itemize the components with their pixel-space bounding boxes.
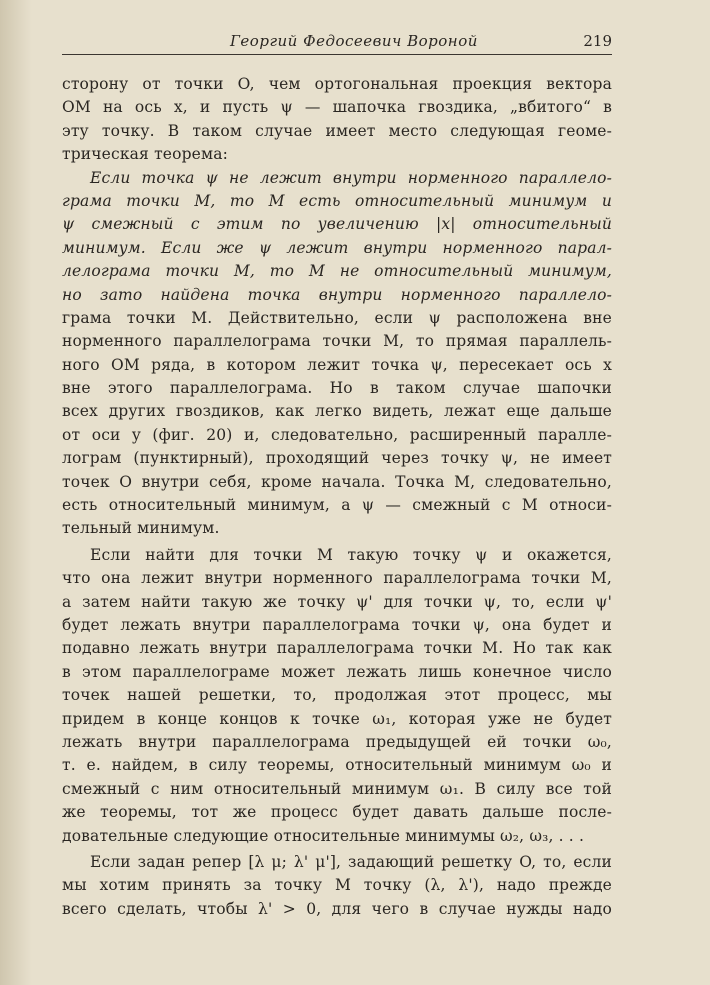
text-line: трическая теорема: [62,145,228,164]
theorem-line: грама точки M, то M есть относительный минимум и [62,191,612,210]
theorem-line: лелограма точки M, то M не относительный минимум, [62,262,612,281]
paragraph-1 [62,73,612,167]
theorem-line: но зато найдена точка внутри норменного параллело- [62,285,612,304]
text-line: всех других гвоздиков, как легко видеть, лежат еще дальше [62,402,612,421]
text-line: же теоремы, тот же процесс будет давать дальше после- [62,803,612,822]
page-header [62,30,612,54]
text-line: ного OM ряда, в котором лежит точка ψ, пересекает ось x [62,355,612,374]
text-line: тельный минимум. [62,519,220,538]
text-line: в этом параллелограме может лежать лишь конечное число [62,662,612,681]
paragraph-3 [62,544,612,848]
paragraph-2-theorem [62,167,612,541]
running-head: Георгий Федосеевич Вороной [230,32,478,50]
text-line: точек O внутри себя, кроме начала. Точка M, следовательно, [62,472,612,491]
text-line: норменного параллелограма точки M, то прямая параллель- [62,332,612,351]
text-line: что она лежит внутри норменного параллелограма точки M, [62,569,612,588]
text-line: будет лежать внутри параллелограма точки ψ, она будет и [62,615,612,634]
text-line: Если найти для точки M такую точку ψ и окажется, [90,545,612,564]
text-line: мы хотим принять за точку M точку (λ, λ'), надо прежде [62,876,612,895]
text-line: есть относительный минимум, а ψ — смежный с M относи- [62,496,612,515]
text-line: а затем найти такую же точку ψ' для точки ψ, то, если ψ' [62,592,612,611]
text-line: смежный с ним относительный минимум ω₁. В силу все той [62,779,612,798]
text-line: вне этого параллелограма. Но в таком случае шапочки [62,379,612,398]
page-number: 219 [583,32,612,50]
text-line: довательные следующие относительные минимумы ω₂, ω₃, . . . [62,826,585,845]
theorem-line: минимум. Если же ψ лежит внутри норменного парал- [62,238,612,257]
text-line: точек нашей решетки, то, продолжая этот процесс, мы [62,686,612,705]
paragraph-4 [62,851,612,921]
theorem-line: ψ смежный с этим по увеличению |x| относительный [62,215,612,234]
header-rule [62,54,612,55]
text-line: лограм (пунктирный), проходящий через точку ψ, не имеет [62,449,612,468]
text-line: OM на ось x, и пусть ψ — шапочка гвоздика, „вбитого“ в [62,98,612,117]
text-line: лежать внутри параллелограма предыдущей ей точки ω₀, [62,732,612,751]
text-line: грама точки M. Действительно, если ψ расположена вне [62,308,612,327]
text-line: придем в конце концов к точке ω₁, которая уже не будет [62,709,612,728]
text-line: всего сделать, чтобы λ' > 0, для чего в случае нужды надо [62,899,612,918]
body-text [62,73,612,921]
text-line: эту точку. В таком случае имеет место следующая геоме- [62,121,612,140]
text-line: Если задан репер [λ μ; λ' μ'], задающий решетку O, то, если [90,852,612,871]
text-line: сторону от точки O, чем ортогональная проекция вектора [62,75,612,93]
text-line: от оси y (фиг. 20) и, следовательно, расширенный паралле- [62,425,612,444]
text-line: подавно лежать внутри параллелограма точки M. Но так как [62,639,612,658]
text-line: т. е. найдем, в силу теоремы, относительный минимум ω₀ и [62,756,612,775]
page-gutter-shadow [0,0,32,985]
theorem-line: Если точка ψ не лежит внутри норменного параллело- [90,168,612,187]
